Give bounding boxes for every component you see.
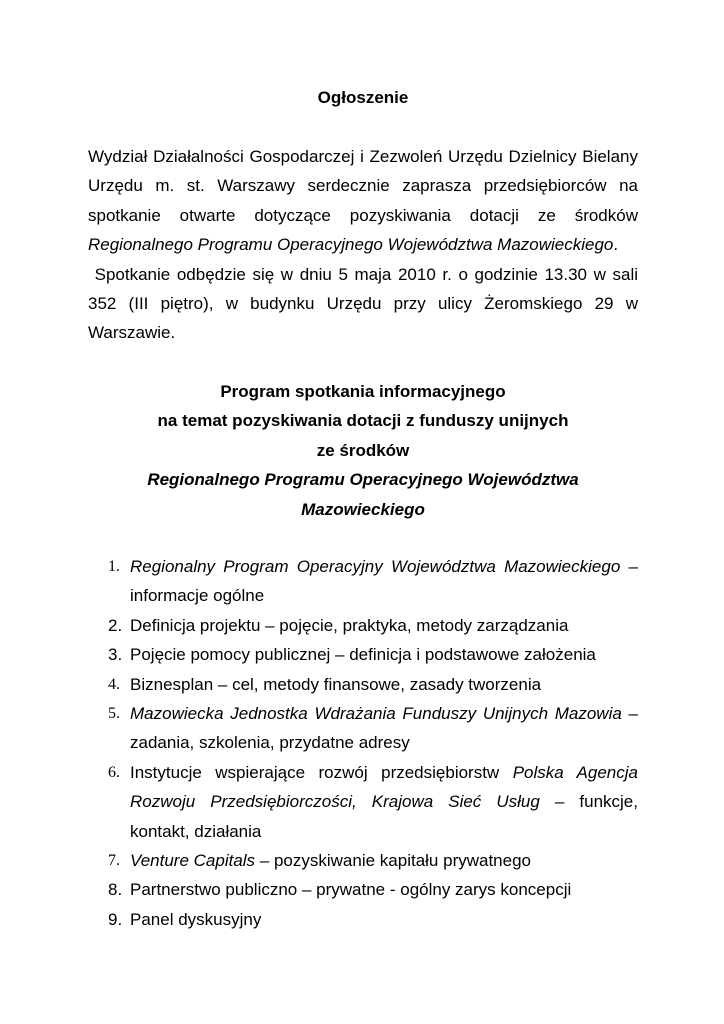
agenda-item-text: Definicja projektu – pojęcie, praktyka, metody zarządzania (130, 615, 569, 635)
agenda-item-italic: Mazowiecka Jednostka Wdrażania Funduszy Unijnych Mazowia (130, 704, 622, 724)
program-heading (88, 377, 638, 524)
agenda-item-number: 4. (108, 675, 120, 693)
agenda-list (88, 552, 638, 934)
agenda-item-6 (88, 758, 638, 846)
agenda-item-number: 2. (108, 615, 123, 635)
intro-paragraph-2: Spotkanie odbędzie się w dniu 5 maja 2010 r. o godzinie 13.30 w sali 352 (III piętro), w budynku Urzędu przy ulicy Żeromskiego 29 w Warszawie. (88, 264, 643, 343)
agenda-item-text: Instytucje wspierające rozwój przedsiębiorstw (130, 762, 513, 782)
agenda-item-1 (88, 552, 638, 611)
agenda-item-number: 7. (108, 852, 120, 870)
agenda-item-text: – zadania, szkolenia, przydatne adresy (130, 704, 638, 753)
intro-period: . (613, 235, 619, 255)
agenda-item-4 (88, 670, 638, 699)
agenda-item-number: 6. (108, 763, 120, 781)
agenda-item-number: 3. (108, 645, 123, 665)
agenda-item-text: Partnerstwo publiczno – prywatne - ogólny zarys koncepcji (130, 880, 572, 900)
document-title: Ogłoszenie (317, 88, 409, 107)
program-heading-italic-2: Mazowieckiego (301, 499, 425, 519)
agenda-item-7 (88, 846, 638, 875)
agenda-item-number: 9. (108, 909, 123, 929)
agenda-item-text: Panel dyskusyjny (130, 909, 262, 929)
agenda-item-number: 5. (108, 705, 120, 723)
agenda-item-8 (88, 875, 638, 904)
agenda-item-text: – pozyskiwanie kapitału prywatnego (255, 851, 531, 871)
agenda-item-text-end: – funkcje, kontakt, działania (130, 792, 638, 841)
program-heading-line-4 (88, 465, 638, 494)
agenda-item-9 (88, 905, 638, 934)
agenda-item-number: 8. (108, 880, 123, 900)
agenda-item-5 (88, 699, 638, 758)
agenda-item-number: 1. (108, 558, 120, 575)
agenda-item-text: – informacje ogólne (130, 557, 638, 606)
program-heading-line-1: Program spotkania informacyjnego (220, 382, 506, 401)
agenda-item-italic: Venture Capitals (130, 851, 256, 871)
program-heading-line-2: na temat pozyskiwania dotacji z funduszy unijnych (157, 411, 569, 431)
agenda-item-italic: Polska Agencja Rozwoju Przedsiębiorczości, Krajowa Sieć Usług (130, 762, 638, 812)
intro-text: Wydział Działalności Gospodarczej i Zezwoleń Urzędu Dzielnicy Bielany Urzędu m. st. Warszawy serdecznie zaprasza przedsiębiorców na spotkanie otwarte dotyczące pozyskiwania dotacji ze środków (88, 147, 638, 225)
agenda-item-text: Biznesplan – cel, metody finansowe, zasady tworzenia (130, 674, 542, 694)
intro-section (88, 142, 643, 348)
program-heading-italic: Regionalnego Programu Operacyjnego Województwa (147, 470, 579, 490)
intro-program-name: Regionalnego Programu Operacyjnego Województwa Mazowieckiego (88, 235, 614, 255)
agenda-item-2 (88, 611, 638, 640)
program-heading-line-3: ze środków (316, 440, 410, 460)
program-heading-line-5 (88, 495, 638, 524)
intro-paragraph-1 (88, 142, 638, 260)
agenda-item-text: Pojęcie pomocy publicznej – definicja i podstawowe założenia (130, 645, 596, 665)
agenda-item-italic: Regionalny Program Operacyjny Województwa Mazowieckiego (130, 557, 621, 576)
agenda-item-3 (88, 640, 638, 669)
